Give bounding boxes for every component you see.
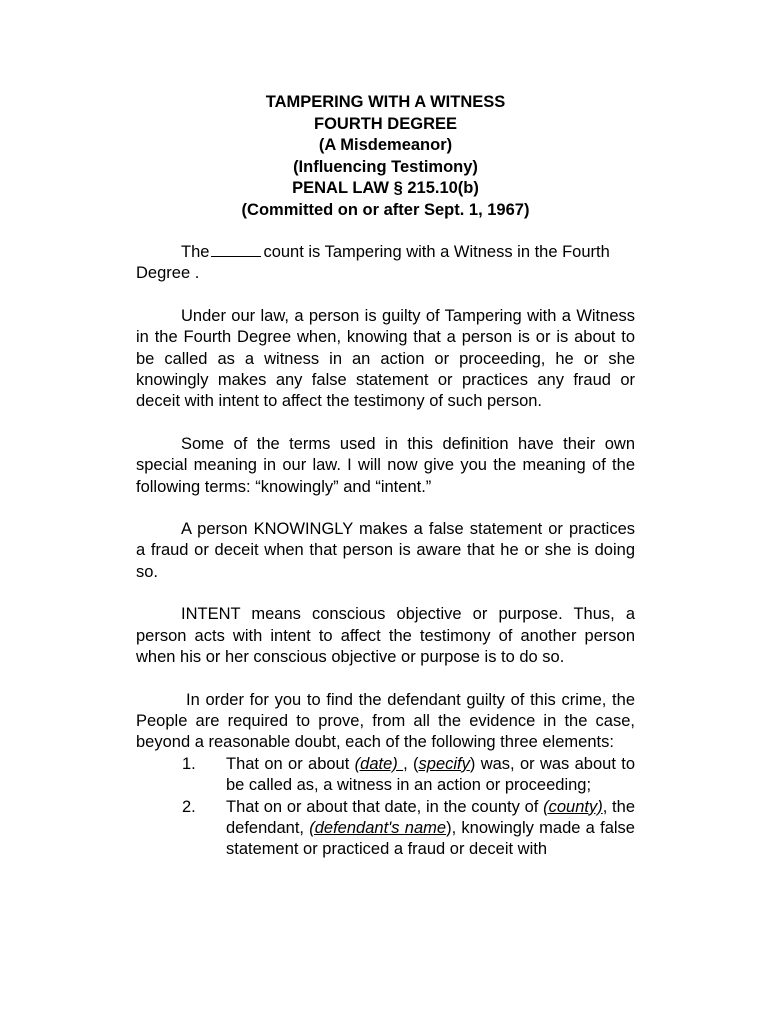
element-text: , the defendant, — [226, 797, 635, 837]
defendant-name-placeholder: (defendant's name — [309, 818, 447, 837]
count-blank — [211, 243, 261, 257]
element-number: 2. — [182, 797, 196, 816]
order-paragraph: In order for you to find the defendant guilty of this crime, the People are required to prove, from all the evidence in the case, beyond a reasonable doubt, each of the following three elements: — [136, 690, 635, 752]
heading-date-note: (Committed on or after Sept. 1, 1967) — [241, 200, 530, 219]
intro-text-after: count is Tampering with a Witness in the Fourth — [263, 243, 610, 261]
law-paragraph: Under our law, a person is guilty of Tampering with a Witness in the Fourth Degree when, knowing that a person is or is about to be called as a witness in an action or proceeding, he or she knowingly makes any false statement or practices any fraud or deceit with intent to affect the testimony of such person. — [136, 306, 635, 411]
heading-degree: FOURTH DEGREE — [313, 114, 457, 133]
county-placeholder: (county) — [543, 797, 603, 816]
document-heading — [136, 92, 635, 221]
knowingly-paragraph: A person KNOWINGLY makes a false statement or practices a fraud or deceit when that person is aware that he or she is doing so. — [136, 520, 635, 581]
intro-text-line2: Degree . — [136, 264, 200, 283]
heading-class: (A Misdemeanor) — [318, 136, 453, 154]
heading-title: TAMPERING WITH A WITNESS — [265, 93, 506, 111]
heading-statute: PENAL LAW § 215.10(b) — [292, 179, 479, 197]
document-page — [136, 92, 635, 861]
element-text: That on or about — [226, 754, 355, 773]
element-text: ), knowingly made a false statement or practiced a fraud or deceit with — [226, 818, 635, 859]
intro-paragraph — [136, 242, 635, 285]
intro-text-before: The — [181, 243, 210, 261]
intent-paragraph: INTENT means conscious objective or purpose. Thus, a person acts with intent to affect the testimony of another person when his or her conscious objective or purpose is to do so. — [136, 605, 635, 667]
heading-subtype: (Influencing Testimony) — [293, 157, 478, 176]
element-text: ) was, or was about to be called as, a witness in an action or proceeding; — [226, 754, 636, 795]
element-1 — [136, 754, 635, 797]
date-placeholder: (date) — [354, 754, 404, 773]
terms-paragraph: Some of the terms used in this definition have their own special meaning in our law. I will now give you the meaning of the following terms: “knowingly” and “intent.” — [136, 434, 635, 496]
element-text: , ( — [403, 754, 419, 773]
element-text: That on or about that date, in the county of — [226, 797, 544, 816]
element-2 — [136, 797, 635, 861]
element-number: 1. — [182, 754, 196, 773]
specify-placeholder: specify — [418, 754, 470, 773]
